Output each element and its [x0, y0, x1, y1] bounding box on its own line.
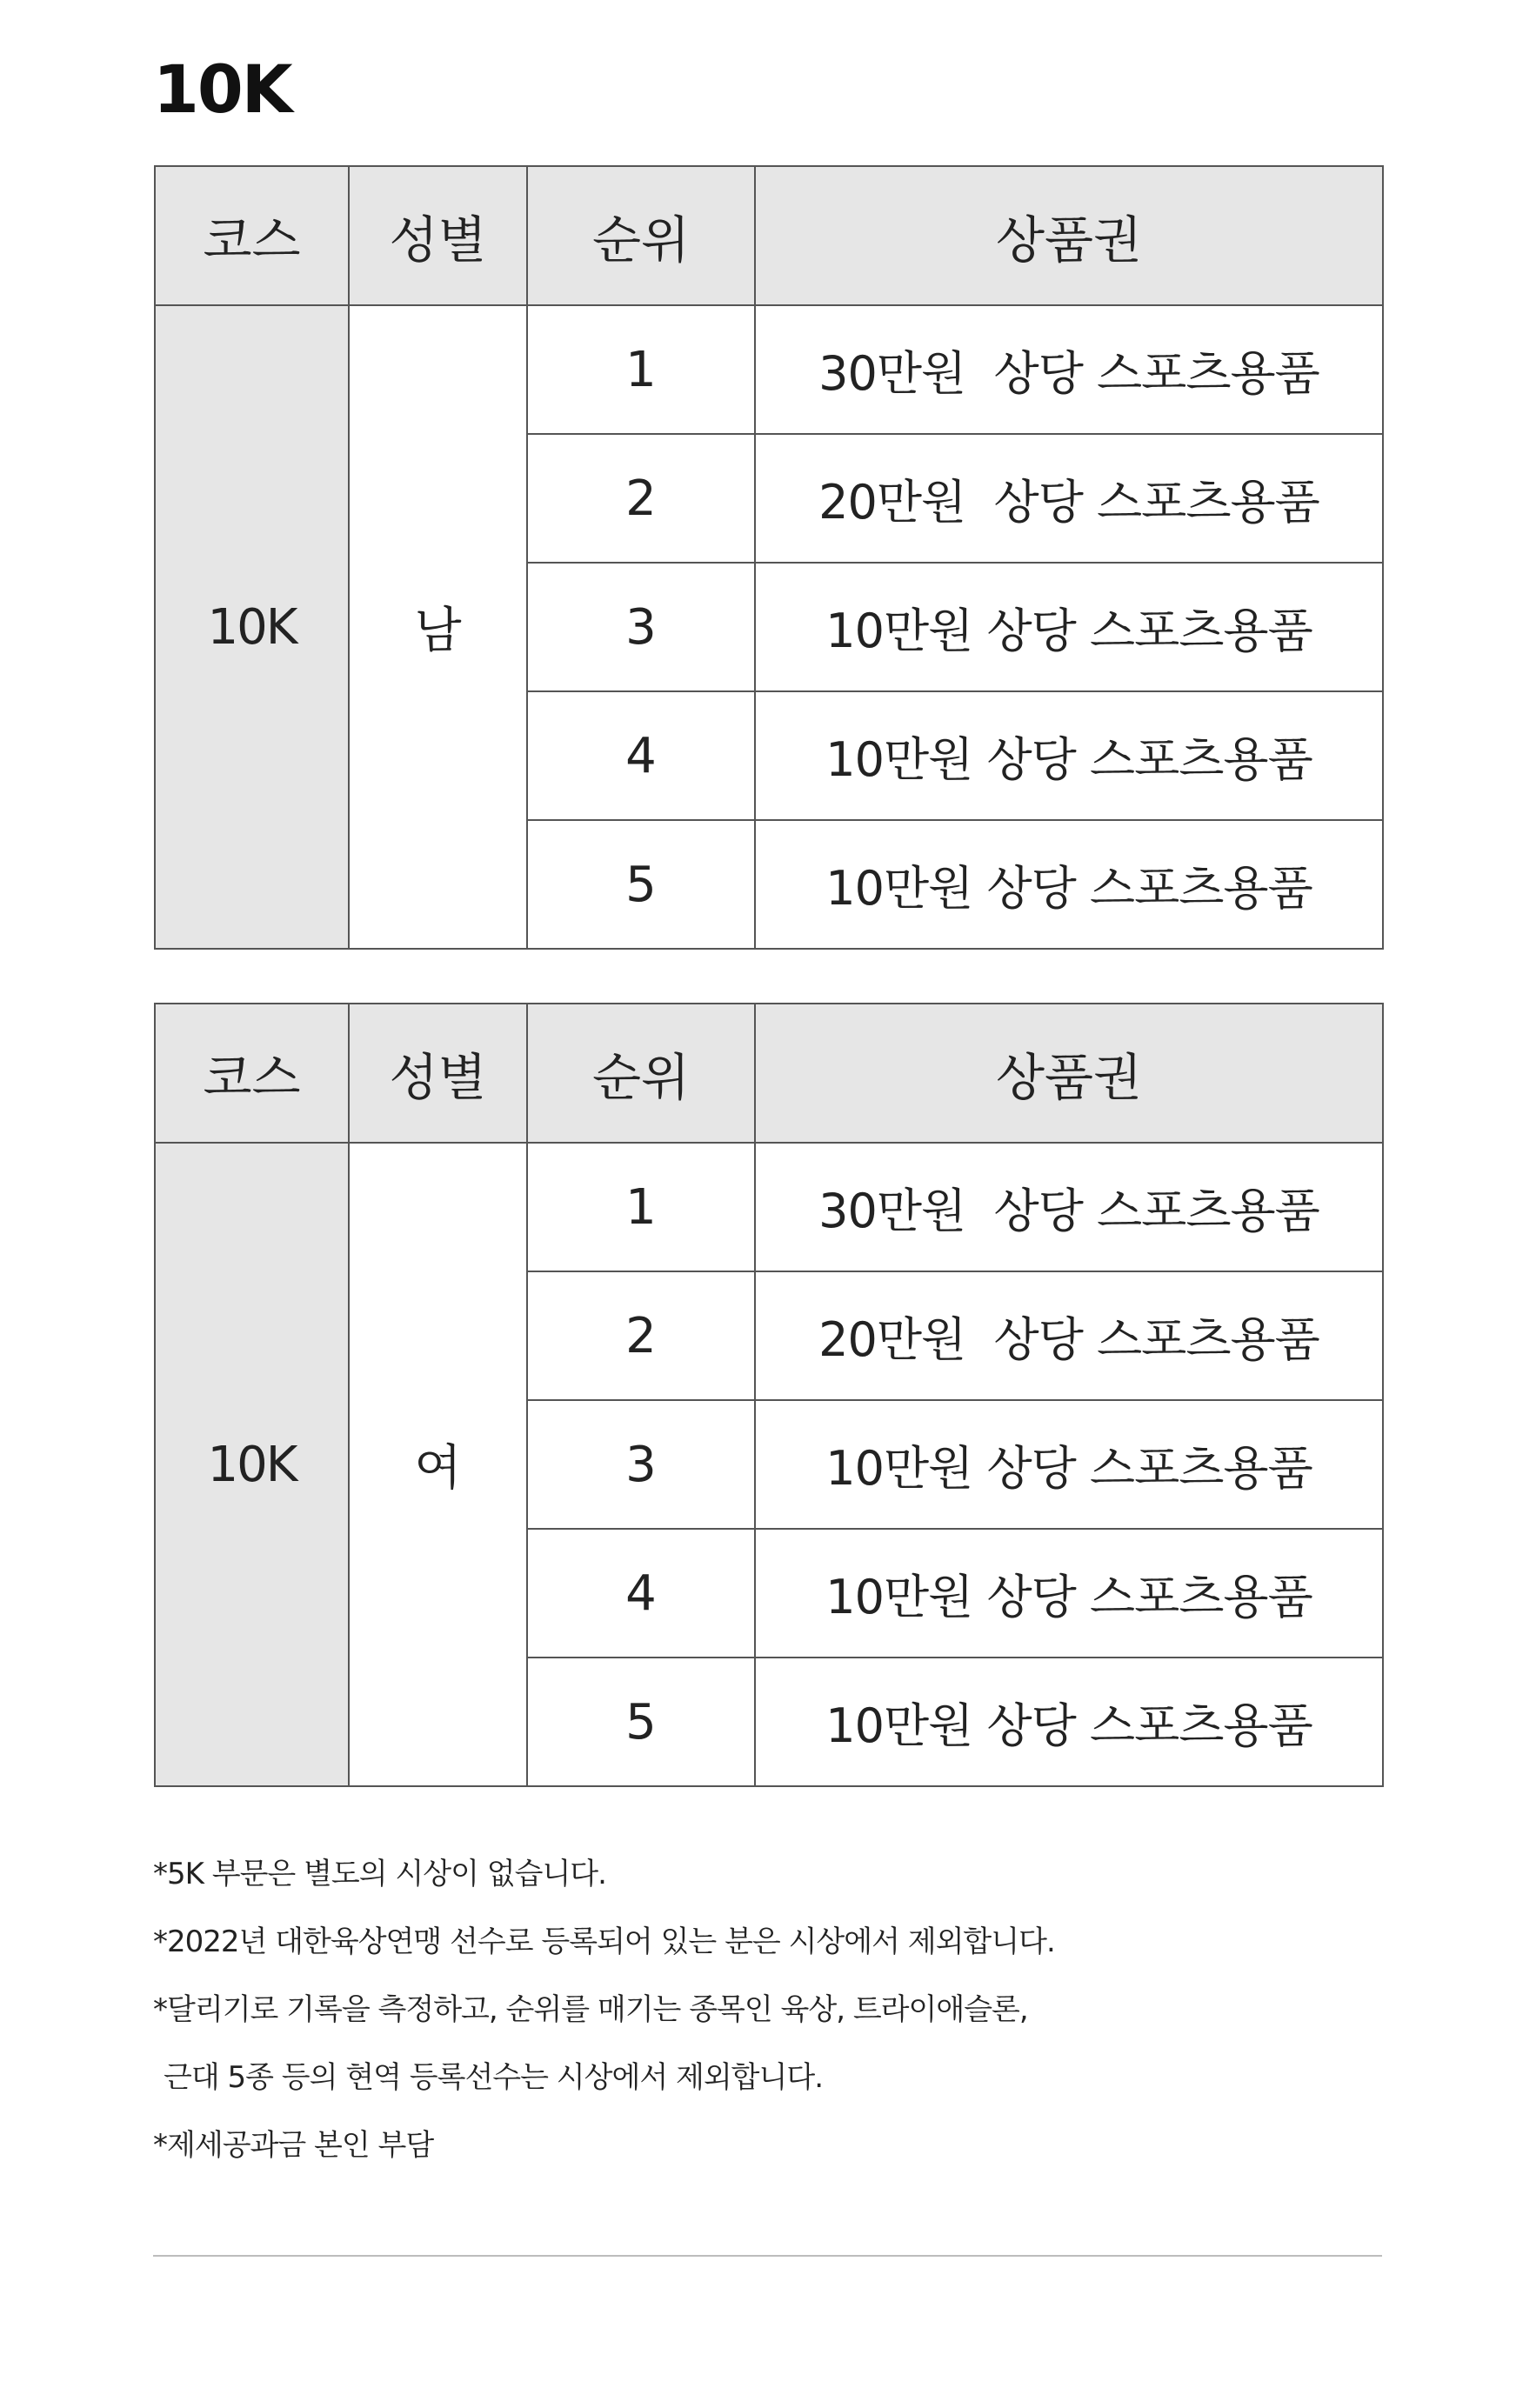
- prize-cell: 30만원 상당 스포츠용품: [755, 305, 1383, 434]
- course-cell: 10K: [155, 1143, 349, 1786]
- prize-cell: 20만원 상당 스포츠용품: [755, 1271, 1383, 1400]
- note-item: *2022년 대한육상연맹 선수로 등록되어 있는 분은 시상에서 제외합니다.: [153, 1924, 1055, 1959]
- course-cell: 10K: [155, 305, 349, 949]
- note-item: *제세공과금 본인 부담: [153, 2128, 434, 2163]
- note-item: *5K 부문은 별도의 시상이 없습니다.: [153, 1857, 606, 1891]
- header-gender: 성별: [349, 166, 527, 305]
- rank-cell: 5: [527, 820, 755, 949]
- page-title: 10K: [153, 50, 291, 128]
- table-row: [155, 305, 1383, 434]
- prize-cell: 10만원 상당 스포츠용품: [755, 1658, 1383, 1786]
- rank-cell: 3: [527, 563, 755, 691]
- rank-cell: 3: [527, 1400, 755, 1529]
- rank-cell: 4: [527, 1529, 755, 1658]
- divider: [153, 2255, 1382, 2257]
- prize-table-women: [154, 1003, 1384, 1787]
- prize-cell: 10만원 상당 스포츠용품: [755, 1400, 1383, 1529]
- prize-cell: 10만원 상당 스포츠용품: [755, 1529, 1383, 1658]
- note-item: *달리기로 기록을 측정하고, 순위를 매기는 종목인 육상, 트라이애슬론,: [153, 1992, 1028, 2027]
- gender-cell: 여: [349, 1143, 527, 1786]
- rank-cell: 5: [527, 1658, 755, 1786]
- prize-cell: 10만원 상당 스포츠용품: [755, 563, 1383, 691]
- header-rank: 순위: [527, 166, 755, 305]
- header-gender: 성별: [349, 1004, 527, 1143]
- prize-cell: 20만원 상당 스포츠용품: [755, 434, 1383, 563]
- prize-cell: 10만원 상당 스포츠용품: [755, 820, 1383, 949]
- prize-cell: 10만원 상당 스포츠용품: [755, 691, 1383, 820]
- rank-cell: 1: [527, 305, 755, 434]
- rank-cell: 1: [527, 1143, 755, 1271]
- rank-cell: 2: [527, 434, 755, 563]
- prize-cell: 30만원 상당 스포츠용품: [755, 1143, 1383, 1271]
- header-prize: 상품권: [755, 1004, 1383, 1143]
- gender-cell: 남: [349, 305, 527, 949]
- header-prize: 상품권: [755, 166, 1383, 305]
- header-course: 코스: [155, 166, 349, 305]
- rank-cell: 2: [527, 1271, 755, 1400]
- table-header-row: [155, 1004, 1383, 1143]
- header-course: 코스: [155, 1004, 349, 1143]
- table-row: [155, 1143, 1383, 1271]
- notes-list: [153, 1857, 1055, 2196]
- note-item: 근대 5종 등의 현역 등록선수는 시상에서 제외합니다.: [164, 2060, 824, 2095]
- rank-cell: 4: [527, 691, 755, 820]
- table-header-row: [155, 166, 1383, 305]
- header-rank: 순위: [527, 1004, 755, 1143]
- prize-table-men: [154, 165, 1384, 950]
